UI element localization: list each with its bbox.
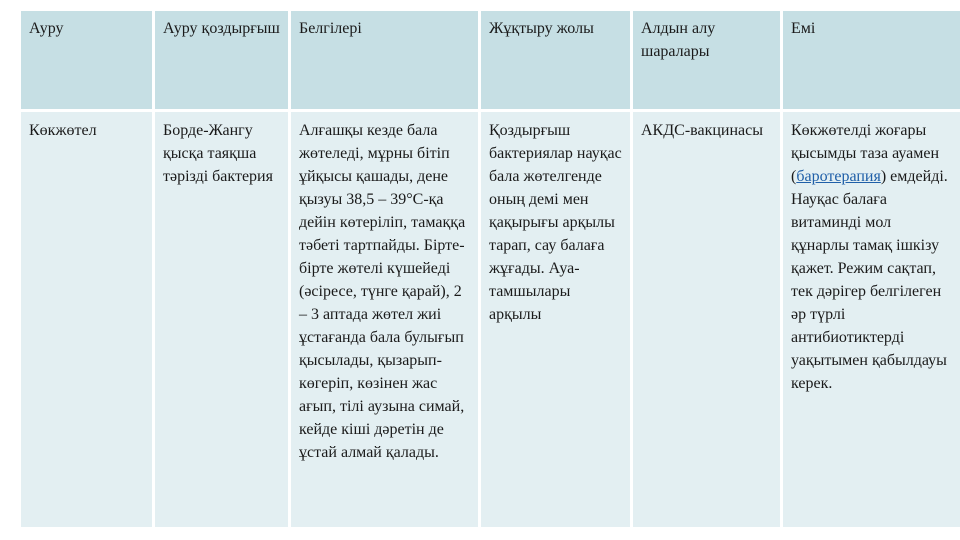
table-row: [20, 111, 960, 529]
cell-disease: [20, 111, 154, 529]
disease-table: [18, 8, 960, 530]
cell-prevention: [632, 111, 782, 529]
cell-transmission: [480, 111, 632, 529]
table-header-row: [20, 10, 960, 111]
header-pathogen: Ауру қоздырғыш: [154, 10, 290, 111]
header-transmission: Жұқтыру жолы: [480, 10, 632, 111]
cell-symptoms: [290, 111, 480, 529]
header-treatment: Емі: [782, 10, 960, 111]
pathogen-text: Борде-Жангу қысқа таяқша тәрізді бактерия: [163, 122, 273, 185]
cell-pathogen: [154, 111, 290, 529]
header-disease: Ауру: [20, 10, 154, 111]
header-prevention: Алдын алу шаралары: [632, 10, 782, 111]
disease-name: Көкжөтел: [29, 122, 97, 139]
barotherapy-link[interactable]: баротерапия: [796, 168, 881, 185]
transmission-text: Қоздырғыш бактериялар науқас бала жөтелгенде оның демі мен қақырығы арқылы тарап, сау балаға жұғады. Ауа-тамшылары арқылы: [489, 122, 622, 323]
cell-treatment: [782, 111, 960, 529]
symptoms-text: Алғашқы кезде бала жөтеледі, мұрны бітіп ұйқысы қашады, дене қызуы 38,5 – 39°С-қа дейін көтеріліп, тамаққа тәбеті тартпайды. Бірте-бірте жөтелі күшейеді (әсіресе, түнге қарай), 2 – 3 аптада жөтел жиі ұстағанда бала булығып қысылады, қызарып-көгеріп, көзінен жас ағып, тілі аузына симай, кейде кіші дәретін де ұстай алмай қалады.: [299, 122, 466, 461]
treatment-text-before: Көкжөтелді жоғары қысымды таза ауамен (: [791, 122, 940, 185]
treatment-text-after: ) емдейді. Науқас балаға витаминді мол құнарлы тамақ ішкізу қажет. Режим сақтап, тек дәрігер белгілеген әр түрлі антибиотиктерді уақытымен қабылдауы керек.: [791, 168, 948, 392]
treatment-text: [791, 119, 952, 395]
header-symptoms: Белгілері: [290, 10, 480, 111]
prevention-text: АКДС-вакцинасы: [641, 122, 763, 139]
